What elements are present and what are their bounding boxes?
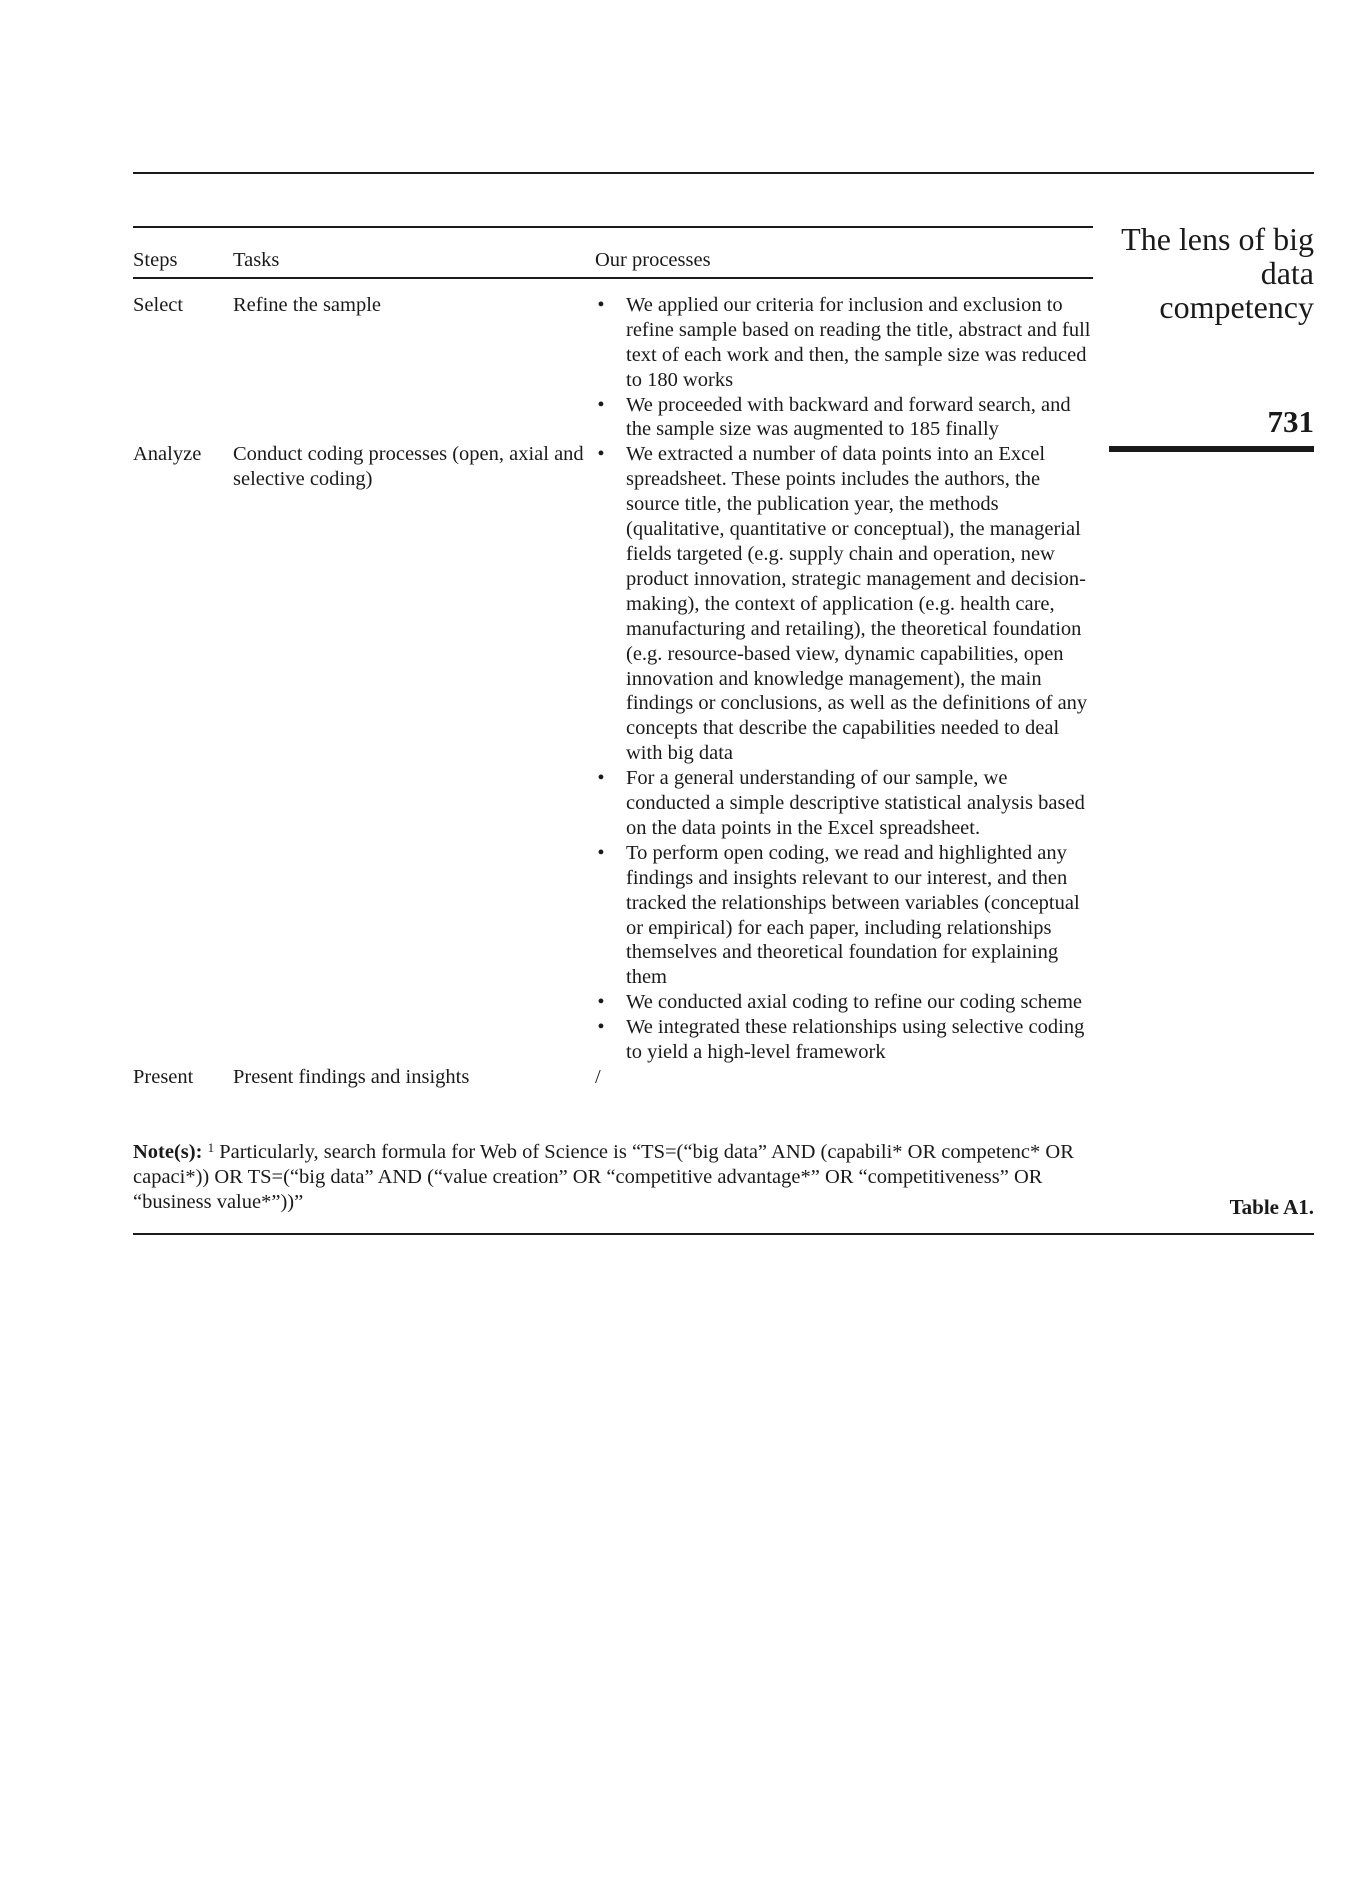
- bottom-page-rule: [133, 1233, 1314, 1235]
- top-page-rule: [133, 172, 1314, 174]
- bullet-icon: •: [597, 1016, 605, 1039]
- bullet-icon: •: [597, 767, 605, 790]
- bullet-icon: •: [597, 393, 605, 416]
- process-text: We integrated these relationships using selective coding to yield a high-level framework: [626, 1016, 1085, 1064]
- note-label: Note(s):: [133, 1141, 203, 1163]
- page-number: 731: [1267, 404, 1314, 439]
- list-item: [595, 841, 1093, 990]
- processes-cell: /: [595, 1066, 601, 1088]
- step-cell: Present: [133, 1066, 194, 1088]
- task-cell: Present findings and insights: [233, 1066, 470, 1088]
- process-text: We proceeded with backward and forward search, and the sample size was augmented to 185 finally: [626, 393, 1071, 441]
- process-text: We conducted axial coding to refine our coding scheme: [626, 991, 1083, 1014]
- table-note: [133, 1140, 1093, 1215]
- task-cell: Refine the sample: [233, 293, 382, 316]
- bullet-icon: •: [597, 293, 605, 316]
- table-row: [133, 1065, 1093, 1090]
- process-text: We applied our criteria for inclusion and exclusion to refine sample based on reading the title, abstract and full text of each work and then, the sample size was reduced to 180 works: [626, 293, 1091, 391]
- process-text: For a general understanding of our sample, we conducted a simple descriptive statistical analysis based on the data points in the Excel spreadsheet.: [626, 767, 1085, 839]
- list-item: [595, 393, 1093, 443]
- table-row: [133, 442, 1093, 1065]
- list-item: [595, 442, 1093, 766]
- bullet-icon: •: [597, 991, 605, 1014]
- bullet-icon: •: [597, 841, 605, 864]
- processes-cell: [595, 442, 1093, 1065]
- process-list: [595, 293, 1093, 442]
- list-item: [595, 1015, 1093, 1065]
- list-item: [595, 766, 1093, 841]
- header-processes: Our processes: [595, 249, 711, 271]
- step-cell: Select: [133, 293, 184, 316]
- page-number-rule: [1109, 446, 1314, 452]
- processes-cell: [595, 279, 1093, 442]
- task-cell: Conduct coding processes (open, axial and selective coding): [233, 443, 584, 491]
- bullet-icon: •: [597, 443, 605, 466]
- process-text: We extracted a number of data points into an Excel spreadsheet. These points includes the authors, the source title, the publication year, the methods (qualitative, quantitative or conceptual), the managerial fields targeted (e.g. supply chain and operation, new product innovation, strategic management and decision-making), the context of application (e.g. health care, manufacturing and retailing), the theoretical foundation (e.g. resource-based view, dynamic capabilities, open innovation and knowledge management), the main findings or conclusions, as well as the definitions of any concepts that describe the capabilities needed to deal with big data: [626, 443, 1088, 765]
- process-table: [133, 228, 1093, 1090]
- process-text: To perform open coding, we read and highlighted any findings and insights relevant to our interest, and then tracked the relationships between variables (conceptual or empirical) for each paper, including relationships themselves and theoretical foundation for explaining them: [626, 841, 1080, 989]
- header-steps: Steps: [133, 249, 178, 271]
- note-text: Particularly, search formula for Web of Science is “TS=(“big data” AND (capabili* OR competenc* OR capaci*)) OR TS=(“big data” AND (“value creation” OR “competitive advantage*” OR “competitiveness” OR “business value*”))”: [133, 1141, 1074, 1213]
- list-item: [595, 293, 1093, 393]
- list-item: [595, 990, 1093, 1015]
- header-tasks: Tasks: [233, 249, 280, 271]
- note-superscript: 1: [207, 1140, 215, 1155]
- table-label: Table A1.: [1229, 1195, 1314, 1219]
- running-head-line: data: [1260, 255, 1314, 291]
- step-cell: Analyze: [133, 443, 202, 466]
- running-head-line: The lens of big: [1121, 221, 1314, 257]
- running-head: [1094, 222, 1314, 324]
- table-row: [133, 279, 1093, 442]
- running-head-line: competency: [1159, 289, 1314, 325]
- process-list: [595, 442, 1093, 1065]
- table-header-row: [133, 228, 1093, 277]
- process-table-wrapper: [133, 226, 1093, 1090]
